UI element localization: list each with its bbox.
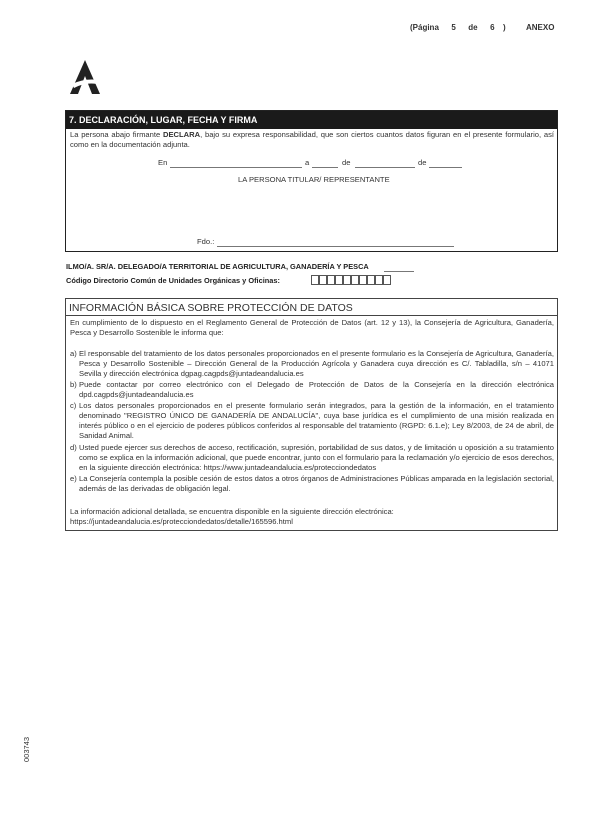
data-protection-item-d bbox=[70, 443, 554, 473]
codigo-digit-box[interactable] bbox=[311, 275, 319, 285]
place-field[interactable] bbox=[170, 167, 302, 168]
additional-info-text: La información adicional detallada, se encuentra disponible en la siguiente dirección electrónica: bbox=[70, 507, 394, 516]
delegado-field[interactable] bbox=[384, 271, 414, 272]
codigo-digit-box[interactable] bbox=[383, 275, 391, 285]
codigo-digit-box[interactable] bbox=[359, 275, 367, 285]
page-suffix: ) bbox=[503, 23, 506, 32]
a-label: a bbox=[305, 158, 310, 167]
item-marker: e) bbox=[70, 474, 77, 483]
fdo-label: Fdo.: bbox=[197, 237, 215, 246]
declaration-text-bold: DECLARA bbox=[162, 130, 201, 139]
de2-label: de bbox=[418, 158, 427, 167]
signature-field[interactable] bbox=[217, 246, 454, 247]
codigo-digit-box[interactable] bbox=[319, 275, 327, 285]
data-protection-section bbox=[65, 298, 558, 531]
day-field[interactable] bbox=[312, 167, 338, 168]
page-total: 6 bbox=[490, 23, 495, 32]
data-protection-item-b bbox=[70, 380, 554, 400]
additional-info-url[interactable]: https://juntadeandalucia.es/protecciondedatos/detalle/165596.html bbox=[70, 517, 293, 526]
page-prefix: (Página bbox=[410, 23, 439, 32]
declaration-text-rest: , bajo su expresa responsabilidad, que son ciertos cuantos datos figuran en el presente formulario, así como en la documentación adjunta. bbox=[70, 130, 554, 149]
item-marker: a) bbox=[70, 349, 77, 358]
item-text: Usted puede ejercer sus derechos de acceso, rectificación, supresión, portabilidad de sus datos, y de limitación u oposición a su tratamiento como se explica en la información adicional, que puede encontrar, junto con el formulario para la reclamación y/o ejercicio de esos derechos, en la siguiente dirección electrónica: https://www.juntadeandalucia.es/protecciondedatos bbox=[79, 443, 554, 472]
codigo-digit-box[interactable] bbox=[327, 275, 335, 285]
delegado-territorial: ILMO/A. SR/A. DELEGADO/A TERRITORIAL DE AGRICULTURA, GANADERÍA Y PESCA bbox=[66, 262, 369, 271]
data-protection-item-c bbox=[70, 401, 554, 441]
item-text: La Consejería contempla la posible cesión de estos datos a otros órganos de Administraciones Públicas amparada en la legislación sectorial, además de las derivadas de obligación legal. bbox=[79, 474, 554, 493]
codigo-digit-box[interactable] bbox=[343, 275, 351, 285]
month-field[interactable] bbox=[355, 167, 415, 168]
page-current: 5 bbox=[451, 23, 456, 32]
data-protection-intro: En cumplimiento de lo dispuesto en el Reglamento General de Protección de Datos (art. 12 y 13), la Consejería de Agricultura, Ganadería, Pesca y Desarrollo Sostenible le informa que: bbox=[70, 318, 554, 337]
codigo-directorio-label: Código Directorio Común de Unidades Orgánicas y Oficinas: bbox=[66, 276, 280, 285]
junta-andalucia-logo-icon bbox=[66, 58, 104, 96]
item-text: Los datos personales proporcionados en el presente formulario serán integrados, para la gestión de la información, en el tratamiento denominado "REGISTRO ÚNICO DE GANADERÍA DE ANDALUCÍA", cuya base jurídica es el cumplimiento de una misión realizada en interés público o en el ejercicio de poderes públicos conferidos al responsable del tratamiento (RGPD: 6.1.e); Ley 8/2003, de 24 de abril, de Sanidad Animal. bbox=[79, 401, 554, 440]
codigo-digit-box[interactable] bbox=[375, 275, 383, 285]
item-marker: c) bbox=[70, 401, 77, 410]
declaration-title: 7. DECLARACIÓN, LUGAR, FECHA Y FIRMA bbox=[66, 111, 557, 129]
item-text: El responsable del tratamiento de los datos personales proporcionados en el presente formulario es la Consejería de Agricultura, Ganadería, Pesca y Desarrollo Sostenible – Dirección General de la Producción Agrícola y Ganadera cuya dirección es C/. Tabladilla, s/n – 41071 Sevilla y dirección electrónica dgpag.cagpds@juntadeandalucia.es bbox=[79, 349, 554, 378]
page-indicator bbox=[410, 23, 506, 32]
year-field[interactable] bbox=[429, 167, 462, 168]
codigo-digit-box[interactable] bbox=[335, 275, 343, 285]
declaration-section bbox=[65, 110, 558, 252]
en-label: En bbox=[158, 158, 168, 167]
codigo-digit-box[interactable] bbox=[367, 275, 375, 285]
item-text: Puede contactar por correo electrónico con el Delegado de Protección de Datos de la Consejería en la dirección electrónica dpd.cagpds@juntadeandalucia.es bbox=[79, 380, 554, 399]
data-protection-item-a bbox=[70, 349, 554, 379]
vertical-form-code: 003743 bbox=[22, 736, 31, 762]
de1-label: de bbox=[342, 158, 351, 167]
codigo-digit-box[interactable] bbox=[351, 275, 359, 285]
data-protection-divider bbox=[66, 315, 557, 316]
declaration-text bbox=[70, 130, 554, 150]
data-protection-title: INFORMACIÓN BÁSICA SOBRE PROTECCIÓN DE DATOS bbox=[69, 302, 353, 314]
item-marker: d) bbox=[70, 443, 77, 452]
anexo-label: ANEXO bbox=[526, 23, 555, 32]
item-marker: b) bbox=[70, 380, 77, 389]
page-sep: de bbox=[468, 23, 478, 32]
signer-role-label: LA PERSONA TITULAR/ REPRESENTANTE bbox=[238, 175, 390, 184]
declaration-text-prefix: La persona abajo firmante bbox=[70, 130, 163, 139]
data-protection-item-e bbox=[70, 474, 554, 494]
